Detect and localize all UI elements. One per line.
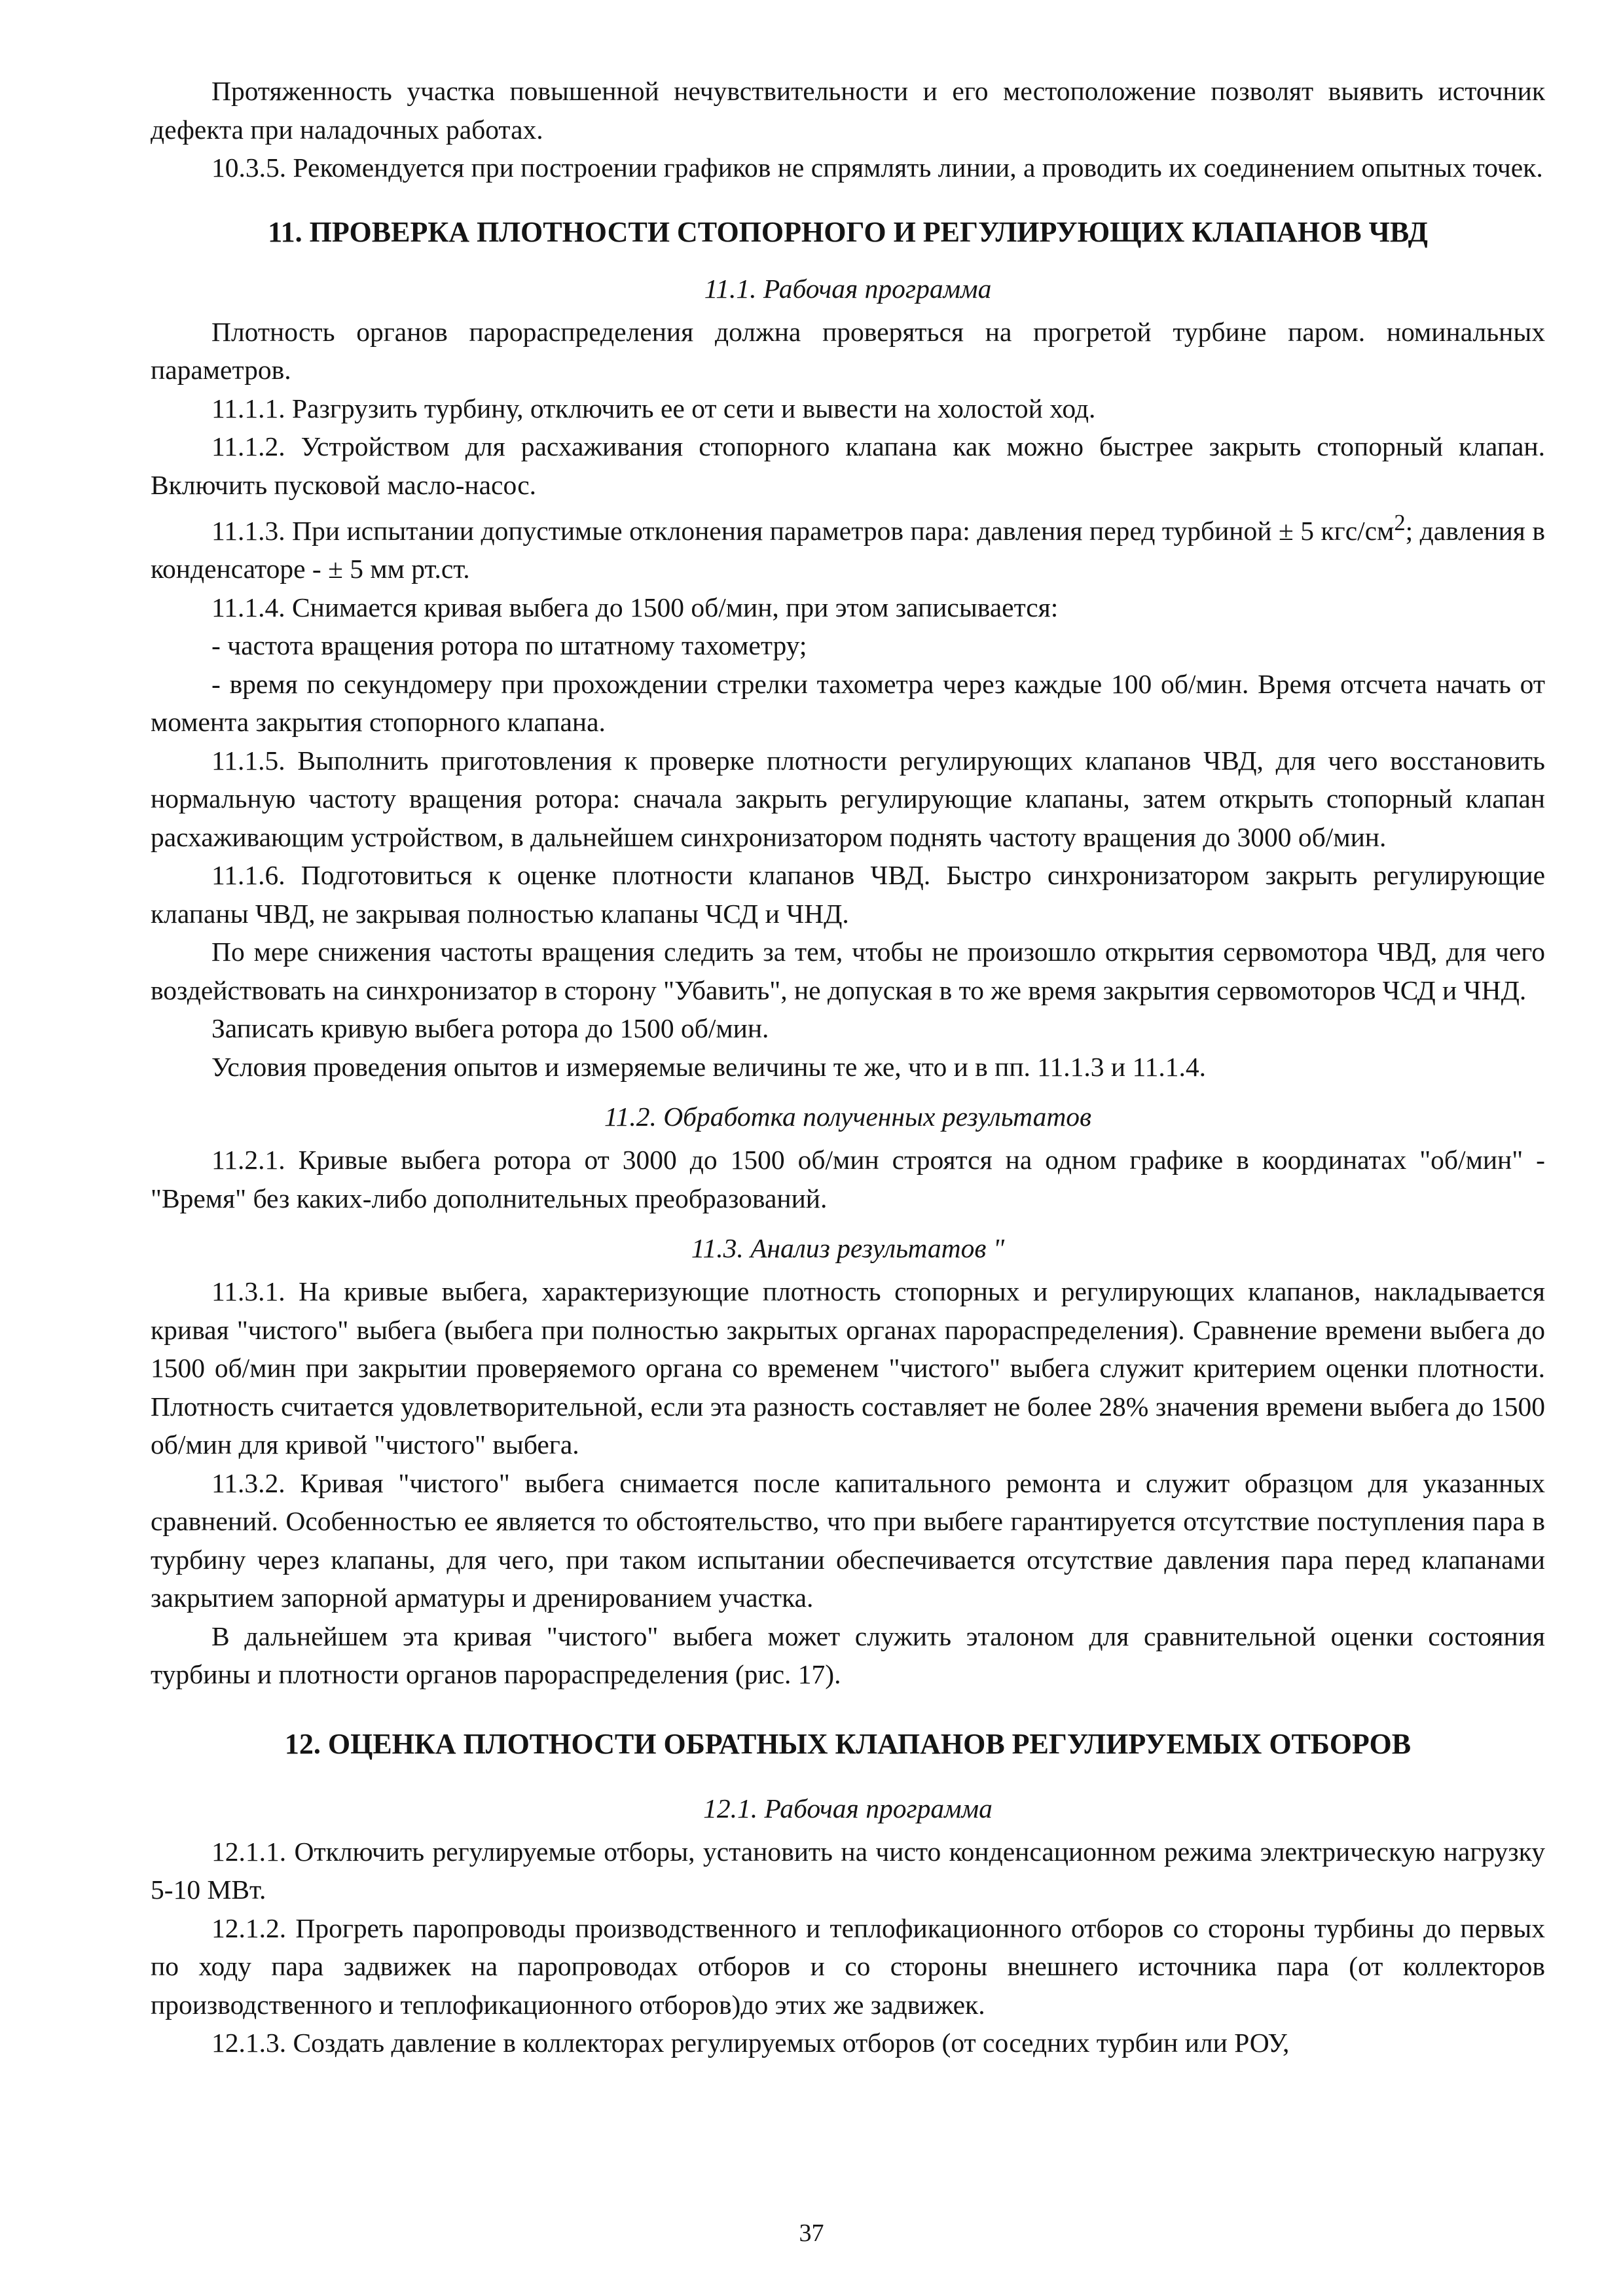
- paragraph: - частота вращения ротора по штатному тахометру;: [211, 630, 807, 661]
- paragraph: [151, 504, 1545, 588]
- paragraph: - время по секундомеру при прохождении стрелки тахометра через каждые 100 об/мин. Время отсчета начать от момента закрытия стопорного клапана.: [151, 668, 1545, 738]
- subsection-11-1-heading: 11.1. Рабочая программа: [704, 273, 992, 304]
- paragraph: Условия проведения опытов и измеряемые величины те же, что и в пп. 11.1.3 и 11.1.4.: [211, 1051, 1207, 1082]
- paragraph: Протяженность участка повышенной нечувствительности и его местоположение позволят выявить источник дефекта при наладочных работах.: [151, 76, 1545, 145]
- paragraph: В дальнейшем эта кривая "чистого" выбега может служить эталоном для сравнительной оценки состояния турбины и плотности органов парораспределения (рис. 17).: [151, 1621, 1545, 1690]
- subsection-11-2-heading: 11.2. Обработка полученных результатов: [604, 1102, 1092, 1132]
- text-run: 11.1.3. При испытании допустимые отклонения параметров пара: давления перед турбиной ± 5 кгс/см: [211, 515, 1395, 546]
- paragraph: 12.1.3. Создать давление в коллекторах регулируемых отборов (от соседних турбин или РОУ,: [211, 2028, 1290, 2058]
- paragraph: 11.3.1. На кривые выбега, характеризующие плотность стопорных и регулирующих клапанов, накладывается кривая "чистого" выбега (выбега при полностью закрытых органах парораспределения). Сравнение времени выбега до 1500 об/мин при закрытии проверяемого органа со временем "чистого" выбега служит критерием оценки плотности. Плотность считается удовлетворительной, если эта разность составляет не более 28% значения времени выбега до 1500 об/мин для кривой "чистого" выбега.: [151, 1276, 1545, 1460]
- paragraph: По мере снижения частоты вращения следить за тем, чтобы не произошло открытия сервомотора ЧВД, для чего воздействовать на синхронизатор в сторону "Убавить", не допуская в то же время закрытия сервомоторов ЧСД и ЧНД.: [151, 937, 1545, 1005]
- paragraph: 11.2.1. Кривые выбега ротора от 3000 до 1500 об/мин строятся на одном графике в координатах "об/мин" - "Время" без каких-либо дополнительных преобразований.: [151, 1145, 1545, 1213]
- section-12-heading: 12. ОЦЕНКА ПЛОТНОСТИ ОБРАТНЫХ КЛАПАНОВ РЕГУЛИРУЕМЫХ ОТБОРОВ: [284, 1727, 1412, 1760]
- paragraph: 11.3.2. Кривая "чистого" выбега снимается после капитального ремонта и служит образцом для указанных сравнений. Особенностью ее является то обстоятельство, что при выбеге гарантируется отсутствие поступления пара в турбину через клапаны, для чего, при таком испытании обеспечивается отсутствие давления пара перед клапанами закрытием запорной арматуры и дренированием участка.: [151, 1467, 1545, 1613]
- paragraph: 12.1.1. Отключить регулируемые отборы, установить на чисто конденсационном режима электрическую нагрузку 5-10 МВт.: [151, 1836, 1545, 1905]
- paragraph: 11.1.4. Снимается кривая выбега до 1500 об/мин, при этом записывается:: [211, 592, 1059, 622]
- page-number: 37: [799, 2219, 824, 2247]
- subsection-11-3-heading: 11.3. Анализ результатов ": [691, 1233, 1005, 1264]
- paragraph: Записать кривую выбега ротора до 1500 об/мин.: [211, 1013, 769, 1044]
- superscript: 2: [1394, 511, 1406, 535]
- paragraph: 10.3.5. Рекомендуется при построении графиков не спрямлять линии, а проводить их соединением опытных точек.: [211, 152, 1543, 183]
- document-page: [151, 72, 1545, 2062]
- paragraph: Плотность органов парораспределения должна проверяться на прогретой турбине паром. номинальных параметров.: [151, 316, 1545, 385]
- paragraph: 11.1.5. Выполнить приготовления к проверке плотности регулирующих клапанов ЧВД, для чего восстановить нормальную частоту вращения ротора: сначала закрыть регулирующие клапаны, затем открыть стопорный клапан расхаживающим устройством, в дальнейшем синхронизатором поднять частоту вращения до 3000 об/мин.: [151, 745, 1545, 852]
- text-run: ; давления в конденсаторе - ± 5 мм рт.ст.: [151, 515, 1546, 584]
- subsection-12-1-heading: 12.1. Рабочая программа: [703, 1793, 993, 1823]
- paragraph: 11.1.6. Подготовиться к оценке плотности клапанов ЧВД. Быстро синхронизатором закрыть регулирующие клапаны ЧВД, не закрывая полностью клапаны ЧСД и ЧНД.: [151, 860, 1545, 929]
- paragraph: 11.1.1. Разгрузить турбину, отключить ее от сети и вывести на холостой ход.: [211, 393, 1096, 423]
- section-11-heading: 11. ПРОВЕРКА ПЛОТНОСТИ СТОПОРНОГО И РЕГУЛИРУЮЩИХ КЛАПАНОВ ЧВД: [268, 215, 1428, 248]
- paragraph: 12.1.2. Прогреть паропроводы производственного и теплофикационного отборов со стороны турбины до первых по ходу пара задвижек на паропроводах отборов и со стороны внешнего источника пара (от коллекторов производственного и теплофикационного отборов)до этих же задвижек.: [151, 1912, 1545, 2020]
- paragraph: 11.1.2. Устройством для расхаживания стопорного клапана как можно быстрее закрыть стопорный клапан. Включить пусковой масло-насос.: [151, 431, 1545, 500]
